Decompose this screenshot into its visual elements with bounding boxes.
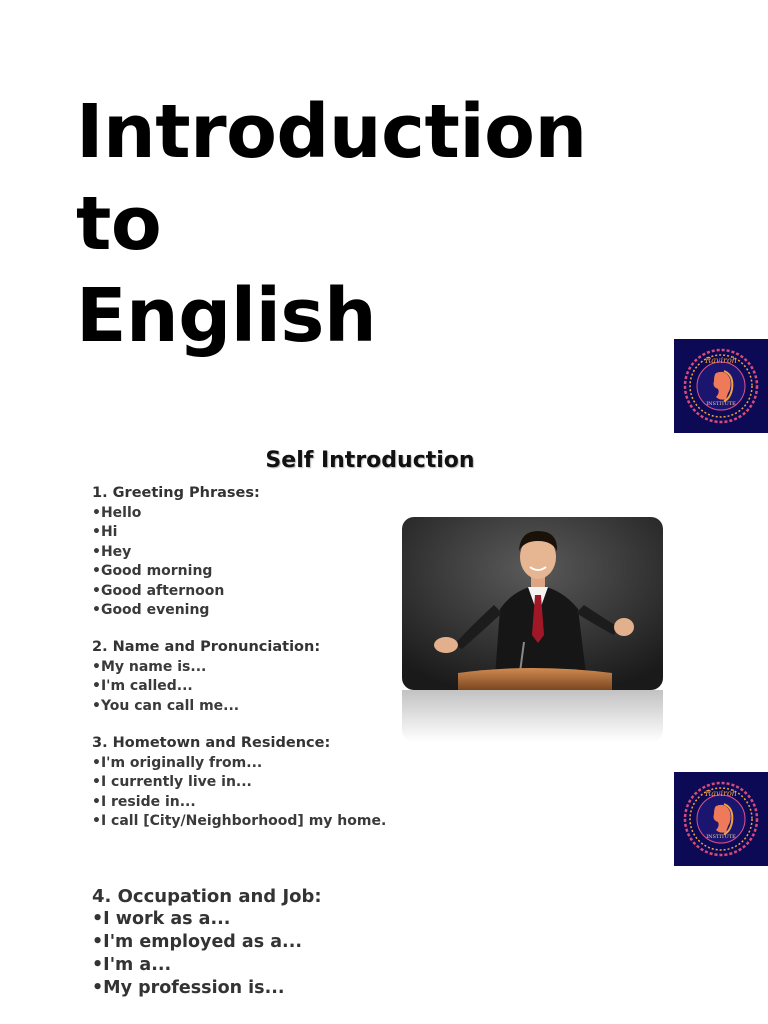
list-item: •Hi — [92, 524, 118, 540]
list-item: •I'm employed as a... — [92, 932, 302, 952]
list-item: •My profession is... — [92, 978, 285, 998]
list-item: •I reside in... — [92, 793, 196, 810]
list-item: •Good evening — [92, 602, 210, 618]
document-title — [76, 86, 676, 362]
occupation-job-section — [92, 885, 322, 1000]
list-item: •I'm originally from... — [92, 754, 263, 771]
speaker-photo — [402, 517, 663, 690]
photo-reflection — [402, 690, 663, 742]
list-item: •I call [City/Neighborhood] my home. — [92, 813, 387, 829]
list-item: •Good afternoon — [92, 582, 225, 599]
hometown-residence-section — [92, 734, 386, 832]
list-item: •I work as a... — [92, 909, 231, 929]
list-item: •You can call me... — [92, 697, 240, 714]
section-heading: 3. Hometown and Residence: — [92, 735, 331, 751]
list-item: •I'm called... — [92, 678, 193, 694]
logo-arc-text: Raviroh — [705, 356, 737, 365]
section-heading: 4. Occupation and Job: — [92, 886, 322, 907]
greeting-phrases-section — [92, 484, 260, 621]
name-pronunciation-section — [92, 638, 320, 716]
slide-heading: Self Introduction — [265, 448, 475, 473]
section-heading: 1. Greeting Phrases: — [92, 485, 260, 501]
logo-sub-text: INSTITUTE — [706, 834, 736, 840]
speaker-at-podium-image — [402, 517, 663, 690]
institute-logo-icon — [674, 339, 768, 433]
list-item: •I'm a... — [92, 955, 172, 975]
institute-logo-bottom — [674, 772, 768, 866]
list-item: •I currently live in... — [92, 774, 252, 790]
title-line-1: Introduction to — [76, 89, 587, 267]
list-item: •Good morning — [92, 563, 213, 579]
section-heading: 2. Name and Pronunciation: — [92, 639, 321, 655]
logo-sub-text: INSTITUTE — [706, 401, 736, 407]
institute-logo-icon — [674, 772, 768, 866]
logo-arc-text: Raviroh — [705, 789, 737, 798]
title-line-2: English — [76, 273, 377, 359]
list-item: •My name is... — [92, 658, 207, 675]
list-item: •Hey — [92, 543, 132, 560]
list-item: •Hello — [92, 504, 142, 521]
institute-logo — [674, 339, 768, 433]
